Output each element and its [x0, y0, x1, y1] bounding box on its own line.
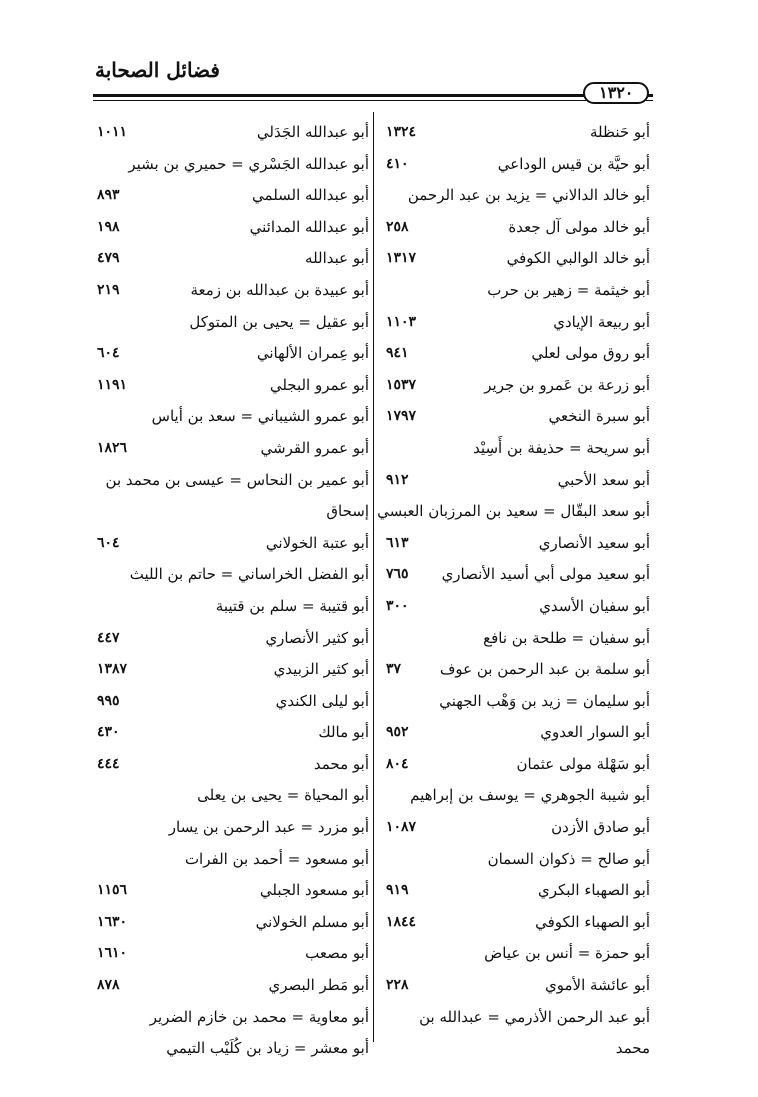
- entry-name: أبو مَطر البصري: [268, 976, 369, 995]
- index-entry: [93, 655, 371, 687]
- entry-name: أبو سريحة = حذيفة بن أَسِيْد: [473, 438, 650, 457]
- entry-name: أبو ليلى الكندي: [275, 691, 369, 710]
- index-entry: [378, 339, 652, 371]
- entry-name: أبو مسلم الخولاني: [255, 912, 369, 931]
- entry-name: أبو الفضل الخراساني = حاتم بن الليث: [129, 565, 369, 584]
- entry-name: أبو ربيعة الإيادي: [553, 312, 650, 331]
- header-rule-thin: [93, 100, 653, 101]
- entry-number: ٩١٢: [386, 471, 409, 488]
- index-entry: [93, 308, 371, 340]
- entry-number: ١٦٣٠: [97, 913, 128, 930]
- entry-number: ١٥٣٧: [386, 376, 417, 393]
- index-entry: [378, 845, 652, 877]
- index-entry: [378, 687, 652, 719]
- entry-name: أبو حَنظلة: [590, 123, 650, 141]
- header-rule-thick: [93, 94, 653, 97]
- entry-name: أبو عمرو البجلي: [269, 375, 369, 394]
- index-entry: [378, 466, 652, 498]
- entry-number: ٩٤١: [386, 345, 409, 362]
- index-entry: [378, 371, 652, 403]
- entry-name: أبو مسعود = أحمد بن الفرات: [184, 849, 369, 868]
- entry-name: أبو قتيبة = سلم بن قتيبة: [215, 596, 369, 615]
- entry-name: أبو سفيان = طلحة بن نافع: [483, 628, 650, 647]
- entry-name: أبو كثير الأنصاري: [265, 628, 369, 647]
- entry-number: ١٣٨٧: [97, 661, 128, 678]
- index-entry: [378, 718, 652, 750]
- entry-name: أبو عِمران الألهاني: [256, 344, 369, 363]
- entry-name: أبو الصهباء الكوفي: [535, 912, 650, 931]
- entry-name: أبو مزرد = عبد الرحمن بن يسار: [168, 818, 369, 837]
- entry-name: أبو مصعب: [305, 944, 369, 963]
- index-entry: [378, 434, 652, 466]
- page-header: [0, 0, 758, 110]
- index-entry: [378, 308, 652, 340]
- index-entry: [378, 244, 652, 276]
- index-entry: [93, 750, 371, 782]
- index-entry: [378, 1003, 652, 1035]
- entry-name: أبو مالك: [318, 723, 369, 742]
- index-entry: [378, 939, 652, 971]
- index-entry: [93, 813, 371, 845]
- entry-number: ٣٠٠: [386, 597, 409, 614]
- entry-number: ١١٠٣: [386, 313, 417, 330]
- entry-number: ١١٩١: [97, 376, 128, 393]
- entry-name: أبو عبيدة بن عبدالله بن زمعة: [190, 280, 369, 299]
- index-entry: [93, 876, 371, 908]
- index-entry: [93, 276, 371, 308]
- entry-name: أبو المحياة = يحيى بن يعلى: [197, 786, 369, 805]
- entry-name: أبو صالح = ذكوان السمان: [487, 849, 650, 868]
- entry-number: ٣٧: [386, 661, 402, 678]
- entry-number: ١٦١٠: [97, 945, 128, 962]
- entry-name: أبو خالد الدالاني = يزيد بن عبد الرحمن: [407, 186, 650, 205]
- entry-number: ٨٠٤: [386, 755, 409, 772]
- index-column-right: [378, 118, 652, 1066]
- index-entry: [93, 150, 371, 182]
- entry-number: ٢٥٨: [386, 218, 409, 235]
- entry-number: ١٣٢٤: [386, 124, 417, 140]
- entry-number: ٤٤٤: [97, 755, 120, 772]
- index-entry: [93, 971, 371, 1003]
- index-entry: [378, 750, 652, 782]
- entry-name: أبو عبدالله المدائني: [249, 217, 369, 236]
- entry-number: ٤٧٩: [97, 250, 120, 267]
- index-entry: [93, 939, 371, 971]
- index-entry: [93, 1034, 371, 1066]
- index-entry: [378, 971, 652, 1003]
- entry-name: أبو معشر = زياد بن كُلَيْب التيمي: [166, 1039, 369, 1058]
- entry-name: أبو خيثمة = زهير بن حرب: [487, 280, 650, 299]
- index-entry: [378, 497, 652, 529]
- entry-name: أبو سعيد الأنصاري: [538, 533, 650, 552]
- entry-number: ١٩٨: [97, 218, 120, 235]
- entry-name: أبو سلمة بن عبد الرحمن بن عوف: [439, 660, 650, 679]
- index-entry: [93, 908, 371, 940]
- entry-name: أبو خالد الوالبي الكوفي: [506, 249, 650, 268]
- entry-name: أبو عائشة الأموي: [545, 976, 650, 995]
- entry-number: ١٨٢٦: [97, 439, 128, 456]
- index-entry: [378, 402, 652, 434]
- entry-number: ١٨٤٤: [386, 913, 417, 930]
- index-entry: [93, 244, 371, 276]
- index-entry: [93, 529, 371, 561]
- entry-name: أبو كثير الزبيدي: [273, 660, 369, 679]
- index-entry: [93, 213, 371, 245]
- entry-name: أبو شيبة الجوهري = يوسف بن إبراهيم: [410, 786, 650, 805]
- entry-name: أبو مسعود الجبلي: [259, 881, 369, 900]
- entry-number: ٦١٣: [386, 534, 409, 551]
- entry-name: أبو سَهْلة مولى عثمان: [516, 754, 650, 773]
- entry-name: أبو عبدالله: [305, 249, 369, 268]
- entry-name: أبو عقيل = يحيى بن المتوكل: [189, 312, 369, 331]
- entry-name: أبو عمرو الشيباني = سعد بن أياس: [151, 407, 369, 426]
- index-entry: [93, 181, 371, 213]
- index-entry: [93, 402, 371, 434]
- index-entry: [378, 908, 652, 940]
- index-entry: [378, 1034, 652, 1066]
- entry-name: أبو عبدالله الجَسْري = حميري بن بشير: [128, 154, 369, 173]
- index-entry: [378, 624, 652, 656]
- index-entry: [93, 371, 371, 403]
- entry-name: أبو خالد مولى آل جعدة: [508, 217, 650, 236]
- index-entry: [378, 118, 652, 150]
- entry-name: أبو سعد البقّال = سعيد بن المرزبان العبسي: [377, 502, 650, 521]
- entry-name: أبو عبدالله الجَدَلي: [256, 123, 369, 141]
- entry-name: أبو معاوية = محمد بن خازم الضرير: [149, 1007, 369, 1026]
- entry-name: إسحاق: [326, 502, 369, 521]
- entry-number: ٨٧٨: [97, 977, 120, 994]
- index-entry: [93, 434, 371, 466]
- index-entry: [378, 276, 652, 308]
- entry-number: ٩٥٢: [386, 724, 409, 741]
- entry-number: ٤١٠: [386, 155, 409, 172]
- page-number: ١٣٢٠: [583, 82, 649, 104]
- entry-name: أبو عمرو القرشي: [260, 438, 369, 457]
- index-entry: [93, 687, 371, 719]
- entry-number: ١٣١٧: [386, 250, 417, 267]
- entry-name: أبو سعد الأحبي: [557, 470, 650, 489]
- index-entry: [93, 497, 371, 529]
- entry-number: ٢٢٨: [386, 977, 409, 994]
- index-column-left: [93, 118, 371, 1066]
- entry-name: أبو عبد الرحمن الأذرمي = عبدالله بن: [419, 1007, 650, 1026]
- index-entry: [93, 718, 371, 750]
- index-entry: [93, 592, 371, 624]
- entry-number: ١٠٨٧: [386, 819, 417, 836]
- entry-number: ١٧٩٧: [386, 408, 417, 425]
- entry-number: ٤٣٠: [97, 724, 120, 741]
- entry-name: أبو زرعة بن عَمرو بن جرير: [484, 375, 650, 394]
- entry-number: ١٠١١: [97, 124, 128, 140]
- entry-name: أبو عمير بن النحاس = عيسى بن محمد بن: [105, 470, 369, 489]
- index-entry: [378, 150, 652, 182]
- index-entry: [93, 845, 371, 877]
- index-entry: [378, 813, 652, 845]
- index-entry: [378, 876, 652, 908]
- index-entry: [378, 181, 652, 213]
- index-entry: [378, 655, 652, 687]
- index-entry: [378, 781, 652, 813]
- index-entry: [93, 466, 371, 498]
- entry-name: أبو حيَّة بن قيس الوداعي: [497, 154, 650, 173]
- entry-number: ١١٥٦: [97, 882, 128, 899]
- entry-name: أبو سليمان = زيد بن وَهْب الجهني: [439, 691, 650, 710]
- entry-name: محمد: [615, 1039, 650, 1058]
- entry-name: أبو محمد: [313, 754, 369, 773]
- column-divider: [373, 112, 374, 1042]
- entry-number: ٤٤٧: [97, 629, 120, 646]
- index-entry: [378, 592, 652, 624]
- index-entry: [93, 118, 371, 150]
- index-entry: [378, 529, 652, 561]
- entry-name: أبو الصهباء البكري: [537, 881, 650, 900]
- entry-number: ٢١٩: [97, 281, 120, 298]
- book-title: فضائل الصحابة: [95, 58, 220, 82]
- entry-number: ٩١٩: [386, 882, 409, 899]
- entry-number: ٩٩٥: [97, 692, 120, 709]
- index-entry: [93, 781, 371, 813]
- entry-name: أبو سعيد مولى أبي أسيد الأنصاري: [441, 565, 650, 584]
- entry-name: أبو السوار العدوي: [540, 723, 650, 742]
- index-entry: [378, 560, 652, 592]
- entry-name: أبو صادق الأزدن: [551, 818, 650, 837]
- entry-number: ٨٩٣: [97, 187, 120, 204]
- entry-number: ٦٠٤: [97, 534, 120, 551]
- index-entry: [93, 1003, 371, 1035]
- entry-number: ٧٦٥: [386, 566, 409, 583]
- entry-name: أبو سبرة النخعي: [548, 407, 650, 426]
- entry-name: أبو سفيان الأسدي: [539, 596, 650, 615]
- entry-name: أبو روق مولى لعلي: [531, 344, 650, 363]
- entry-name: أبو حمزة = أنس بن عياض: [484, 944, 650, 963]
- index-entry: [93, 624, 371, 656]
- entry-name: أبو عبدالله السلمي: [252, 186, 369, 205]
- index-entry: [378, 213, 652, 245]
- entry-name: أبو عتبة الخولاني: [265, 533, 369, 552]
- index-entry: [93, 560, 371, 592]
- index-entry: [93, 339, 371, 371]
- entry-number: ٦٠٤: [97, 345, 120, 362]
